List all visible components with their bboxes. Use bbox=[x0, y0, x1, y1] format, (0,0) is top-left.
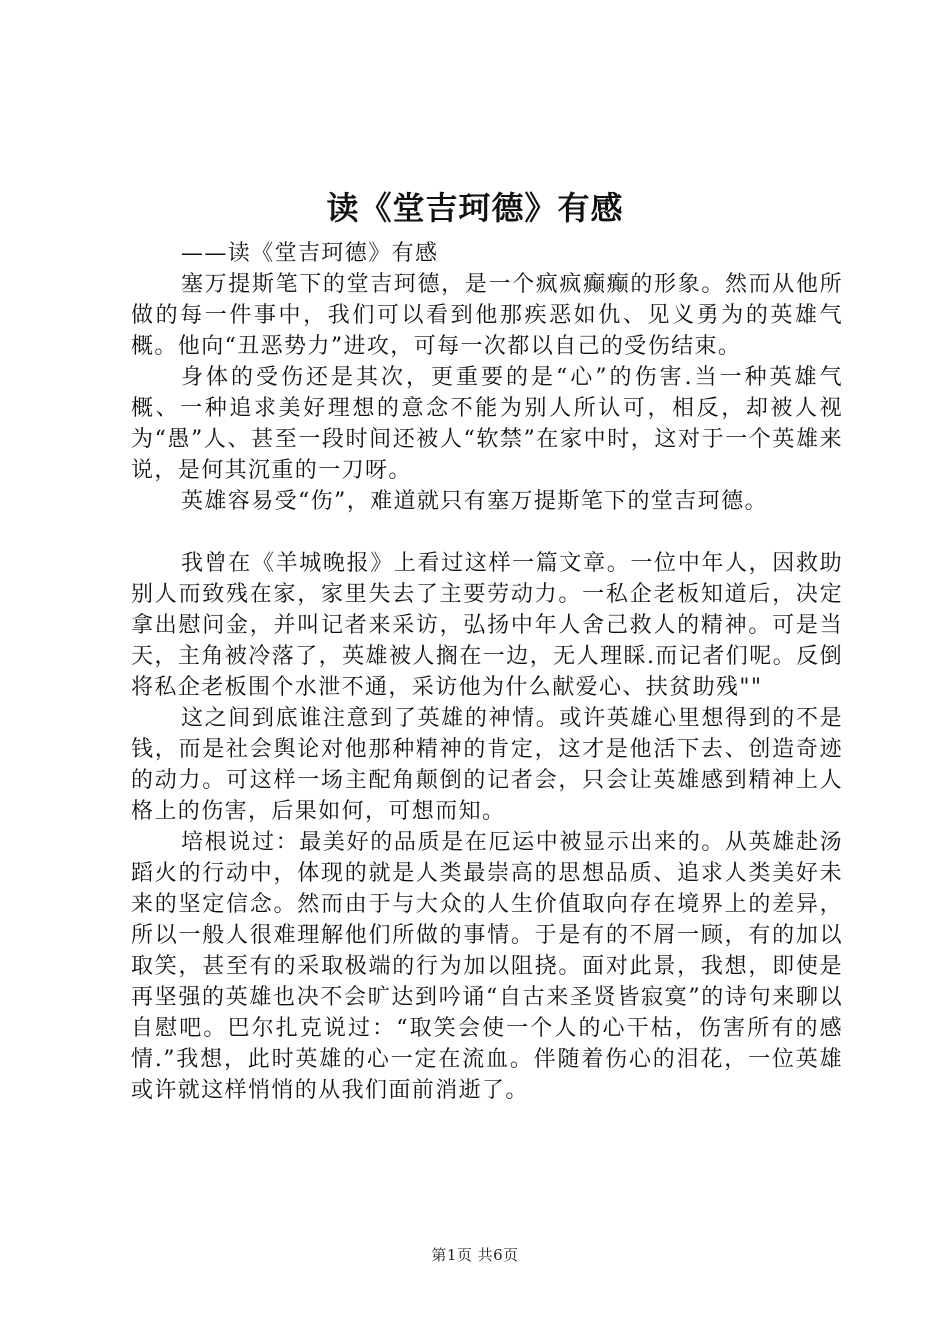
paragraph: 培根说过：最美好的品质是在厄运中被显示出来的。从英雄赴汤蹈火的行动中，体现的就是人类最崇高的思想品质、追求人类美好未来的坚定信念。然而由于与大众的人生价值取向存在境界上的差异，所以一般人很难理解他们所做的事情。于是有的不屑一顾，有的加以取笑，甚至有的采取极端的行为加以阻挠。面对此景，我想，即使是再坚强的英雄也决不会旷达到吟诵“自古来圣贤皆寂寞”的诗句来聊以自慰吧。巴尔扎克说过：“取笑会使一个人的心干枯，伤害所有的感情.”我想，此时英雄的心一定在流血。伴随着伤心的泪花，一位英雄或许就这样悄悄的从我们面前消逝了。 bbox=[131, 830, 843, 1103]
paragraph: 英雄容易受“伤”，难道就只有塞万提斯笔下的堂吉珂德。 bbox=[181, 489, 768, 514]
document-title: 读《堂吉珂德》有感 bbox=[326, 189, 624, 227]
page-number-footer: 第1页 共6页 bbox=[431, 1246, 519, 1264]
paragraph: 塞万提斯笔下的堂吉珂德，是一个疯疯癫癫的形象。然而从他所做的每一件事中，我们可以看到他那疾恶如仇、见义勇为的英雄气概。他向“丑恶势力”进攻，可每一次都以自己的受伤结束。 bbox=[131, 272, 843, 359]
document-body bbox=[131, 238, 843, 1106]
paragraph: 这之间到底谁注意到了英雄的神情。或许英雄心里想得到的不是钱，而是社会舆论对他那种精神的肯定，这才是他活下去、创造奇迹的动力。可这样一场主配角颠倒的记者会，只会让英雄感到精神上人格上的伤害，后果如何，可想而知。 bbox=[131, 706, 843, 824]
document-subtitle: ——读《堂吉珂德》有感 bbox=[181, 241, 439, 266]
paragraph: 我曾在《羊城晚报》上看过这样一篇文章。一位中年人，因救助别人而致残在家，家里失去了主要劳动力。一私企老板知道后，决定拿出慰问金，并叫记者来采访，弘扬中年人舍己救人的精神。可是当天，主角被冷落了，英雄被人搁在一边，无人理睬.而记者们呢。反倒将私企老板围个水泄不通，采访他为什么献爱心、扶贫助残"" bbox=[131, 551, 843, 700]
paragraph: 身体的受伤还是其次，更重要的是“心”的伤害.当一种英雄气概、一种追求美好理想的意念不能为别人所认可，相反，却被人视为“愚”人、甚至一段时间还被人“软禁”在家中时，这对于一个英雄来说，是何其沉重的一刀呀。 bbox=[131, 365, 843, 483]
